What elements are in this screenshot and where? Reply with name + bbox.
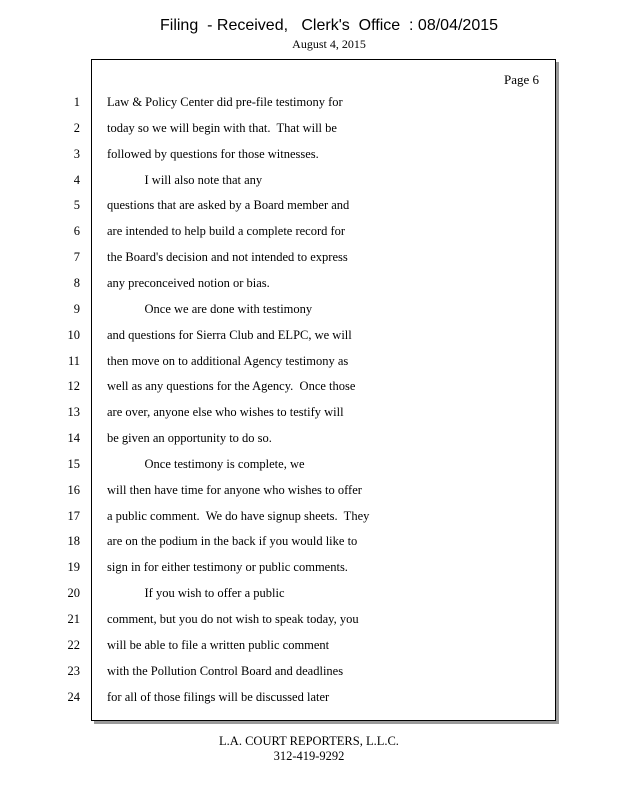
line-number: 9 xyxy=(73,302,80,316)
line-text: any preconceived notion or bias. xyxy=(107,276,270,290)
line-text: are intended to help build a complete record for xyxy=(107,224,346,238)
line-text: are on the podium in the back if you would like to xyxy=(107,534,358,548)
line-number: 5 xyxy=(73,198,80,212)
footer-phone: 312-419-9292 xyxy=(273,749,345,763)
line-number: 20 xyxy=(67,586,80,600)
line-text: a public comment. We do have signup sheets. They xyxy=(107,509,370,523)
line-text: be given an opportunity to do so. xyxy=(107,431,272,445)
line-text: sign in for either testimony or public comments. xyxy=(107,560,348,574)
line-number: 16 xyxy=(67,483,80,497)
line-number: 3 xyxy=(73,147,80,161)
line-number: 1 xyxy=(73,95,80,109)
line-text: with the Pollution Control Board and deadlines xyxy=(107,664,344,678)
line-text: followed by questions for those witnesses. xyxy=(107,147,319,161)
line-number: 11 xyxy=(67,354,80,368)
line-text: and questions for Sierra Club and ELPC, we will xyxy=(107,328,352,342)
line-number: 18 xyxy=(67,534,80,548)
line-text: the Board's decision and not intended to express xyxy=(107,250,348,264)
line-text: comment, but you do not wish to speak today, you xyxy=(107,612,359,626)
line-number: 22 xyxy=(67,638,80,652)
line-text: If you wish to offer a public xyxy=(107,586,285,600)
line-text: well as any questions for the Agency. Once those xyxy=(107,379,356,393)
line-number: 23 xyxy=(67,664,80,678)
line-text: Once we are done with testimony xyxy=(107,302,313,316)
line-number: 6 xyxy=(73,224,80,238)
line-number: 8 xyxy=(73,276,80,290)
line-text: Once testimony is complete, we xyxy=(107,457,305,471)
line-number: 21 xyxy=(67,612,80,626)
line-number: 19 xyxy=(67,560,80,574)
line-text: are over, anyone else who wishes to testify will xyxy=(107,405,344,419)
line-number: 10 xyxy=(67,328,80,342)
line-text: Law & Policy Center did pre-file testimony for xyxy=(107,95,343,109)
line-number: 24 xyxy=(67,690,80,704)
line-number: 7 xyxy=(73,250,80,264)
line-text: will then have time for anyone who wishes to offer xyxy=(107,483,362,497)
line-text: for all of those filings will be discussed later xyxy=(107,690,330,704)
line-number: 15 xyxy=(67,457,80,471)
line-number: 14 xyxy=(67,431,80,445)
header-date: August 4, 2015 xyxy=(292,37,366,51)
line-text: then move on to additional Agency testimony as xyxy=(107,354,349,368)
line-text: will be able to file a written public comment xyxy=(107,638,330,652)
page-number: Page 6 xyxy=(503,72,539,87)
line-text: questions that are asked by a Board member and xyxy=(107,198,350,212)
line-number: 13 xyxy=(67,405,80,419)
line-text: today so we will begin with that. That will be xyxy=(107,121,337,135)
line-number: 12 xyxy=(67,379,80,393)
filing-stamp: Filing - Received, Clerk's Office : 08/04/2015 xyxy=(159,17,499,34)
line-number: 17 xyxy=(67,509,80,523)
line-number: 4 xyxy=(73,173,80,187)
line-number: 2 xyxy=(73,121,80,135)
footer-company: L.A. COURT REPORTERS, L.L.C. xyxy=(219,734,399,748)
line-text: I will also note that any xyxy=(107,173,263,187)
